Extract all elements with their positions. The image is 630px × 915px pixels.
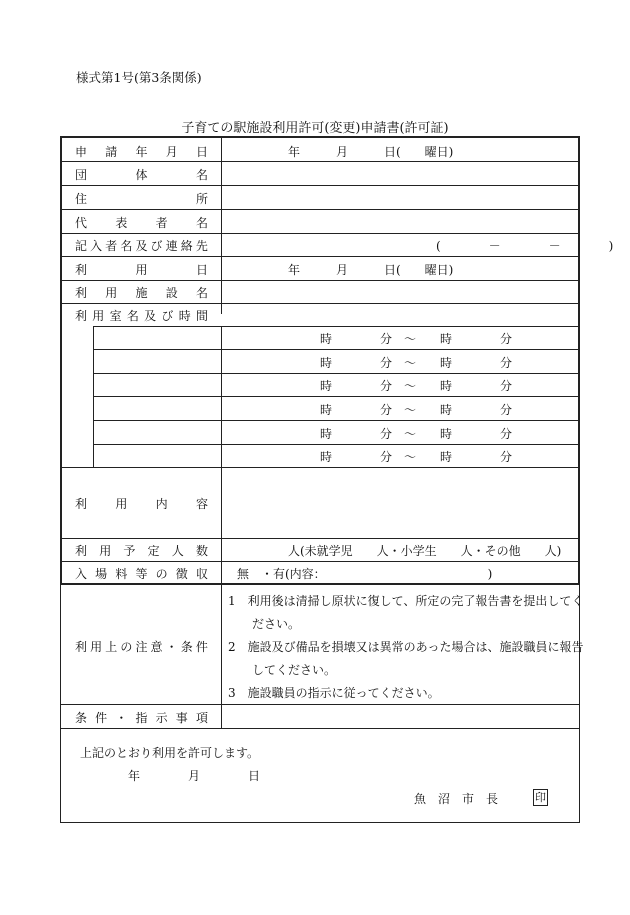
value-use-date: 年 月 日( 曜日) xyxy=(288,263,454,277)
permit-statement: 上記のとおり利用を許可します。 xyxy=(80,746,260,760)
form-title: 子育ての駅施設利用許可(変更)申請書(許可証) xyxy=(181,121,449,136)
row-line xyxy=(62,280,578,281)
column-divider-middle xyxy=(221,326,222,585)
row-line xyxy=(62,256,578,257)
row-line xyxy=(62,161,578,162)
permit-date: 年 月 日 xyxy=(128,769,261,783)
value-planned-count: 人(未就学児 人・小学生 人・その他 人) xyxy=(288,544,562,558)
thin-border-bottom xyxy=(60,822,580,823)
value-application-date: 年 月 日( 曜日) xyxy=(288,145,454,159)
note-line-3: 2 施設及び備品を損壊又は異常のあった場合は、施設職員に報告 xyxy=(228,640,584,654)
thick-border-bottom xyxy=(60,583,580,585)
note-line-4: してください。 xyxy=(228,663,337,677)
seal-stamp: 印 xyxy=(535,791,546,804)
label-usage-notes: 利 用 上 の 注 意 ・ 条 件 xyxy=(75,640,208,654)
label-planned-count: 利 用 予 定 人 数 xyxy=(75,544,208,558)
thick-border-top xyxy=(60,136,580,138)
label-address: 住 所 xyxy=(75,192,208,206)
row-line xyxy=(93,444,578,445)
row-line xyxy=(93,373,578,374)
label-conditions: 条 件 ・ 指 示 事 項 xyxy=(75,711,208,725)
thick-border-right xyxy=(578,136,580,585)
row-line xyxy=(62,467,578,468)
row-line xyxy=(62,538,578,539)
note-line-1: 1 利用後は清掃し原状に復して、所定の完了報告書を提出してく xyxy=(228,594,584,608)
label-application-date: 申 請 年 月 日 xyxy=(75,145,208,159)
row-line xyxy=(93,326,578,327)
time-slot-6: 時 分 ～ 時 分 xyxy=(320,450,513,464)
row-line xyxy=(61,704,579,705)
note-line-5: 3 施設職員の指示に従ってください。 xyxy=(228,686,440,700)
thick-border-left xyxy=(60,136,62,585)
time-slot-2: 時 分 ～ 時 分 xyxy=(320,356,513,370)
column-divider-lower xyxy=(221,585,222,728)
label-organization: 団 体 名 xyxy=(75,168,208,182)
label-room-time: 利 用 室 名 及 び 時 間 xyxy=(75,309,208,323)
label-contact-person: 記 入 者 名 及 び 連 絡 先 xyxy=(75,239,208,253)
label-admission-fee: 入 場 料 等 の 徴 収 xyxy=(75,567,208,581)
time-slot-4: 時 分 ～ 時 分 xyxy=(320,403,513,417)
note-line-2: ださい。 xyxy=(228,617,301,631)
column-divider-upper xyxy=(221,138,222,314)
permit-issuer: 魚 沼 市 長 xyxy=(414,792,499,806)
row-line xyxy=(62,233,578,234)
row-line xyxy=(93,396,578,397)
label-use-content: 利 用 内 容 xyxy=(75,497,208,511)
time-slot-1: 時 分 ～ 時 分 xyxy=(320,332,513,346)
value-contact-phone: ( － － ) xyxy=(436,239,614,253)
label-representative: 代 表 者 名 xyxy=(75,216,208,230)
form-number: 様式第1号(第3条関係) xyxy=(76,70,202,85)
row-line xyxy=(93,349,578,350)
row-line xyxy=(62,209,578,210)
time-slot-5: 時 分 ～ 時 分 xyxy=(320,427,513,441)
row-line xyxy=(62,185,578,186)
row-line xyxy=(62,561,578,562)
label-facility-name: 利 用 施 設 名 xyxy=(75,286,208,300)
row-line xyxy=(93,420,578,421)
row-line xyxy=(62,303,578,304)
time-slot-3: 時 分 ～ 時 分 xyxy=(320,379,513,393)
thin-border-right xyxy=(579,585,580,823)
row-line xyxy=(61,728,579,729)
label-use-date: 利 用 日 xyxy=(75,263,208,277)
value-admission-fee: 無 ・有(内容： ) xyxy=(237,567,493,581)
